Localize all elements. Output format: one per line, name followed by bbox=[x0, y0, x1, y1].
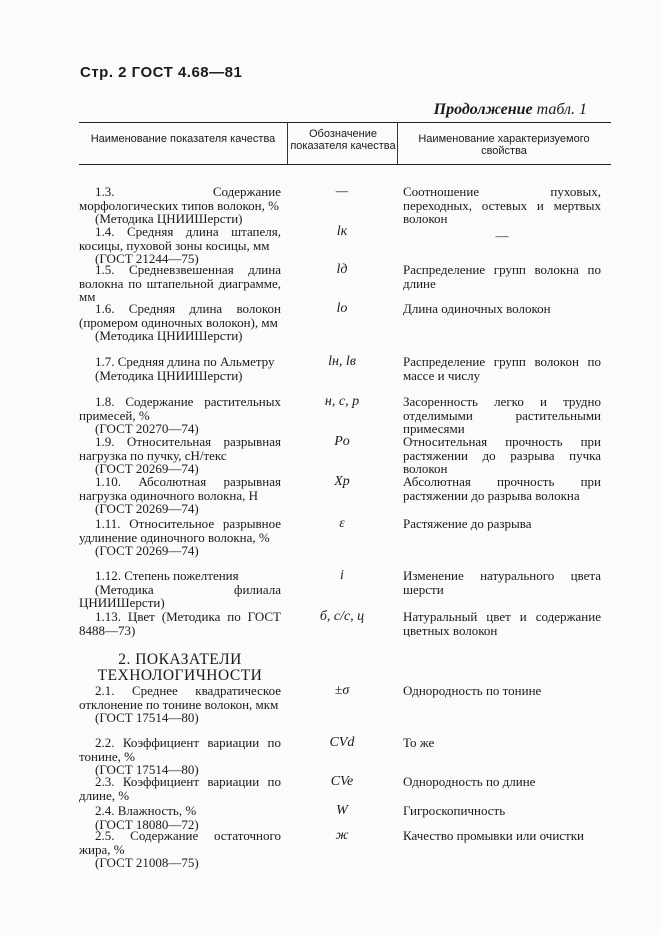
indicator-name bbox=[79, 435, 281, 476]
property-name: Засоренность легко и трудно отделимыми растительными примесями bbox=[403, 394, 601, 436]
indicator-name bbox=[79, 804, 281, 831]
column-header-property: Наименование характеризуемого свойства bbox=[418, 133, 590, 157]
column-header-name: Наименование показателя качества bbox=[90, 133, 276, 145]
property-name: Длина одиночных волокон bbox=[403, 301, 551, 316]
indicator-method: (ГОСТ 20270—74) bbox=[95, 421, 199, 436]
indicator-method: (ГОСТ 20269—74) bbox=[95, 501, 199, 516]
property-name: То же bbox=[403, 735, 435, 750]
indicator-method: (ГОСТ 17514—80) bbox=[95, 710, 199, 725]
indicator-name-text: 1.9. Относительная разрывная нагрузка по пучку, сН/текс bbox=[79, 434, 281, 463]
header-bottom-rule bbox=[79, 164, 611, 165]
indicator-method: (Методика ЦНИИШерсти) bbox=[95, 211, 243, 226]
indicator-method: (ГОСТ 21008—75) bbox=[95, 855, 199, 870]
indicator-symbol: — bbox=[335, 184, 349, 199]
indicator-name-text: 2.5. Содержание остаточного жира, % bbox=[79, 828, 281, 857]
indicator-name-text: 1.11. Относительное разрывное удлинение одиночного волокна, % bbox=[79, 516, 281, 545]
indicator-name-text: 1.3. Содержание морфологических типов волокон, % bbox=[79, 184, 281, 213]
property-name: Качество промывки или очистки bbox=[403, 828, 584, 843]
indicator-name-text: 1.12. Степень пожелтения bbox=[95, 568, 239, 583]
indicator-symbol: i bbox=[340, 568, 344, 583]
property-name: Соотношение пуховых, переходных, остевых и мертвых волокон bbox=[403, 184, 601, 226]
section-heading-line2: ТЕХНОЛОГИЧНОСТИ bbox=[97, 667, 263, 684]
indicator-symbol: lо bbox=[336, 301, 348, 316]
indicator-symbol: lк bbox=[336, 224, 348, 239]
indicator-name-text: 1.4. Средняя длина штапеля, косицы, пуховой зоны косицы, мм bbox=[79, 224, 281, 253]
property-name: Однородность по тонине bbox=[403, 683, 542, 698]
continuation-text: Продолжение bbox=[433, 101, 533, 118]
indicator-symbol: б, с/с, ц bbox=[319, 609, 365, 624]
indicator-method: (ГОСТ 17514—80) bbox=[95, 762, 199, 777]
indicator-name-text: 2.3. Коэффициент вариации по длине, % bbox=[79, 774, 281, 803]
indicator-symbol: lн, lв bbox=[328, 354, 356, 369]
indicator-name-text: 1.6. Средняя длина волокон (промером одиночных волокон), мм bbox=[79, 301, 281, 330]
indicator-symbol: CVd bbox=[329, 735, 355, 750]
indicator-symbol: W bbox=[336, 803, 348, 818]
property-name: Распределение групп волокна по длине bbox=[403, 262, 601, 291]
indicator-method: (Методика ЦНИИШерсти) bbox=[95, 328, 243, 343]
header-divider bbox=[397, 122, 398, 164]
indicator-name bbox=[79, 736, 281, 777]
property-name: Относительная прочность при растяжении до разрыва пучка волокон bbox=[403, 434, 601, 476]
page-header: Стр. 2 ГОСТ 4.68—81 bbox=[80, 64, 243, 81]
section-heading bbox=[79, 652, 281, 684]
indicator-name bbox=[79, 263, 281, 304]
indicator-name bbox=[79, 684, 281, 725]
property-name: — bbox=[495, 228, 509, 243]
indicator-symbol: н, с, р bbox=[324, 394, 360, 409]
indicator-name bbox=[79, 829, 281, 870]
indicator-symbol: ±σ bbox=[334, 683, 350, 698]
indicator-name bbox=[79, 355, 281, 382]
indicator-name bbox=[79, 517, 281, 558]
indicator-symbol: Pо bbox=[334, 434, 350, 449]
indicator-name bbox=[79, 775, 281, 802]
indicator-symbol: lд bbox=[336, 262, 348, 277]
indicator-name bbox=[79, 475, 281, 516]
property-name: Распределение групп волокон по массе и числу bbox=[403, 354, 601, 383]
indicator-name-text: 2.1. Среднее квадратическое отклонение по тонине волокон, мкм bbox=[79, 683, 281, 712]
indicator-method: (ГОСТ 18080—72) bbox=[95, 816, 199, 832]
indicator-name-text: 2.2. Коэффициент вариации по тонине, % bbox=[79, 735, 281, 764]
indicator-method: (Методика ЦНИИШерсти) bbox=[95, 367, 243, 383]
column-header-symbol: Обозначение показателя качества bbox=[290, 128, 396, 152]
table-continuation bbox=[434, 101, 587, 119]
indicator-name bbox=[79, 185, 281, 226]
indicator-method: (Методика филиала ЦНИИШерсти) bbox=[79, 581, 281, 610]
indicator-symbol: ж bbox=[335, 828, 349, 843]
indicator-symbol: ε bbox=[339, 516, 345, 531]
indicator-symbol: Xр bbox=[334, 474, 350, 489]
indicator-name-text: 1.7. Средняя длина по Альметру bbox=[95, 354, 275, 369]
property-name: Гигроскопичность bbox=[403, 803, 506, 818]
indicator-method: (ГОСТ 21244—75) bbox=[95, 251, 199, 266]
property-name: Изменение натурального цвета шерсти bbox=[403, 568, 601, 597]
continuation-label: табл. 1 bbox=[536, 101, 587, 118]
indicator-name bbox=[79, 395, 281, 436]
property-name: Абсолютная прочность при растяжении до разрыва волокна bbox=[403, 474, 601, 503]
indicator-name-text: 1.5. Средневзвешенная длина волокна по штапельной диаграмме, мм bbox=[79, 262, 281, 304]
indicator-name-text: 1.10. Абсолютная разрывная нагрузка одиночного волокна, Н bbox=[79, 474, 281, 503]
indicator-name bbox=[79, 302, 281, 343]
indicator-name-text: 1.13. Цвет (Методика по ГОСТ 8488—73) bbox=[79, 609, 281, 638]
section-heading-line1: 2. ПОКАЗАТЕЛИ bbox=[118, 651, 242, 668]
indicator-name bbox=[79, 569, 281, 610]
header-divider bbox=[287, 122, 288, 164]
table-top-rule bbox=[79, 122, 611, 123]
property-name: Натуральный цвет и содержание цветных волокон bbox=[403, 609, 601, 638]
indicator-name-text: 1.8. Содержание растительных примесей, % bbox=[79, 394, 281, 423]
indicator-method: (ГОСТ 20269—74) bbox=[95, 543, 199, 558]
indicator-name bbox=[79, 610, 281, 637]
indicator-method: (ГОСТ 20269—74) bbox=[95, 461, 199, 476]
indicator-name bbox=[79, 225, 281, 266]
property-name: Однородность по длине bbox=[403, 774, 536, 789]
indicator-name-text: 2.4. Влажность, % bbox=[95, 803, 197, 818]
indicator-symbol: CVe bbox=[330, 774, 354, 789]
property-name: Растяжение до разрыва bbox=[403, 516, 532, 531]
